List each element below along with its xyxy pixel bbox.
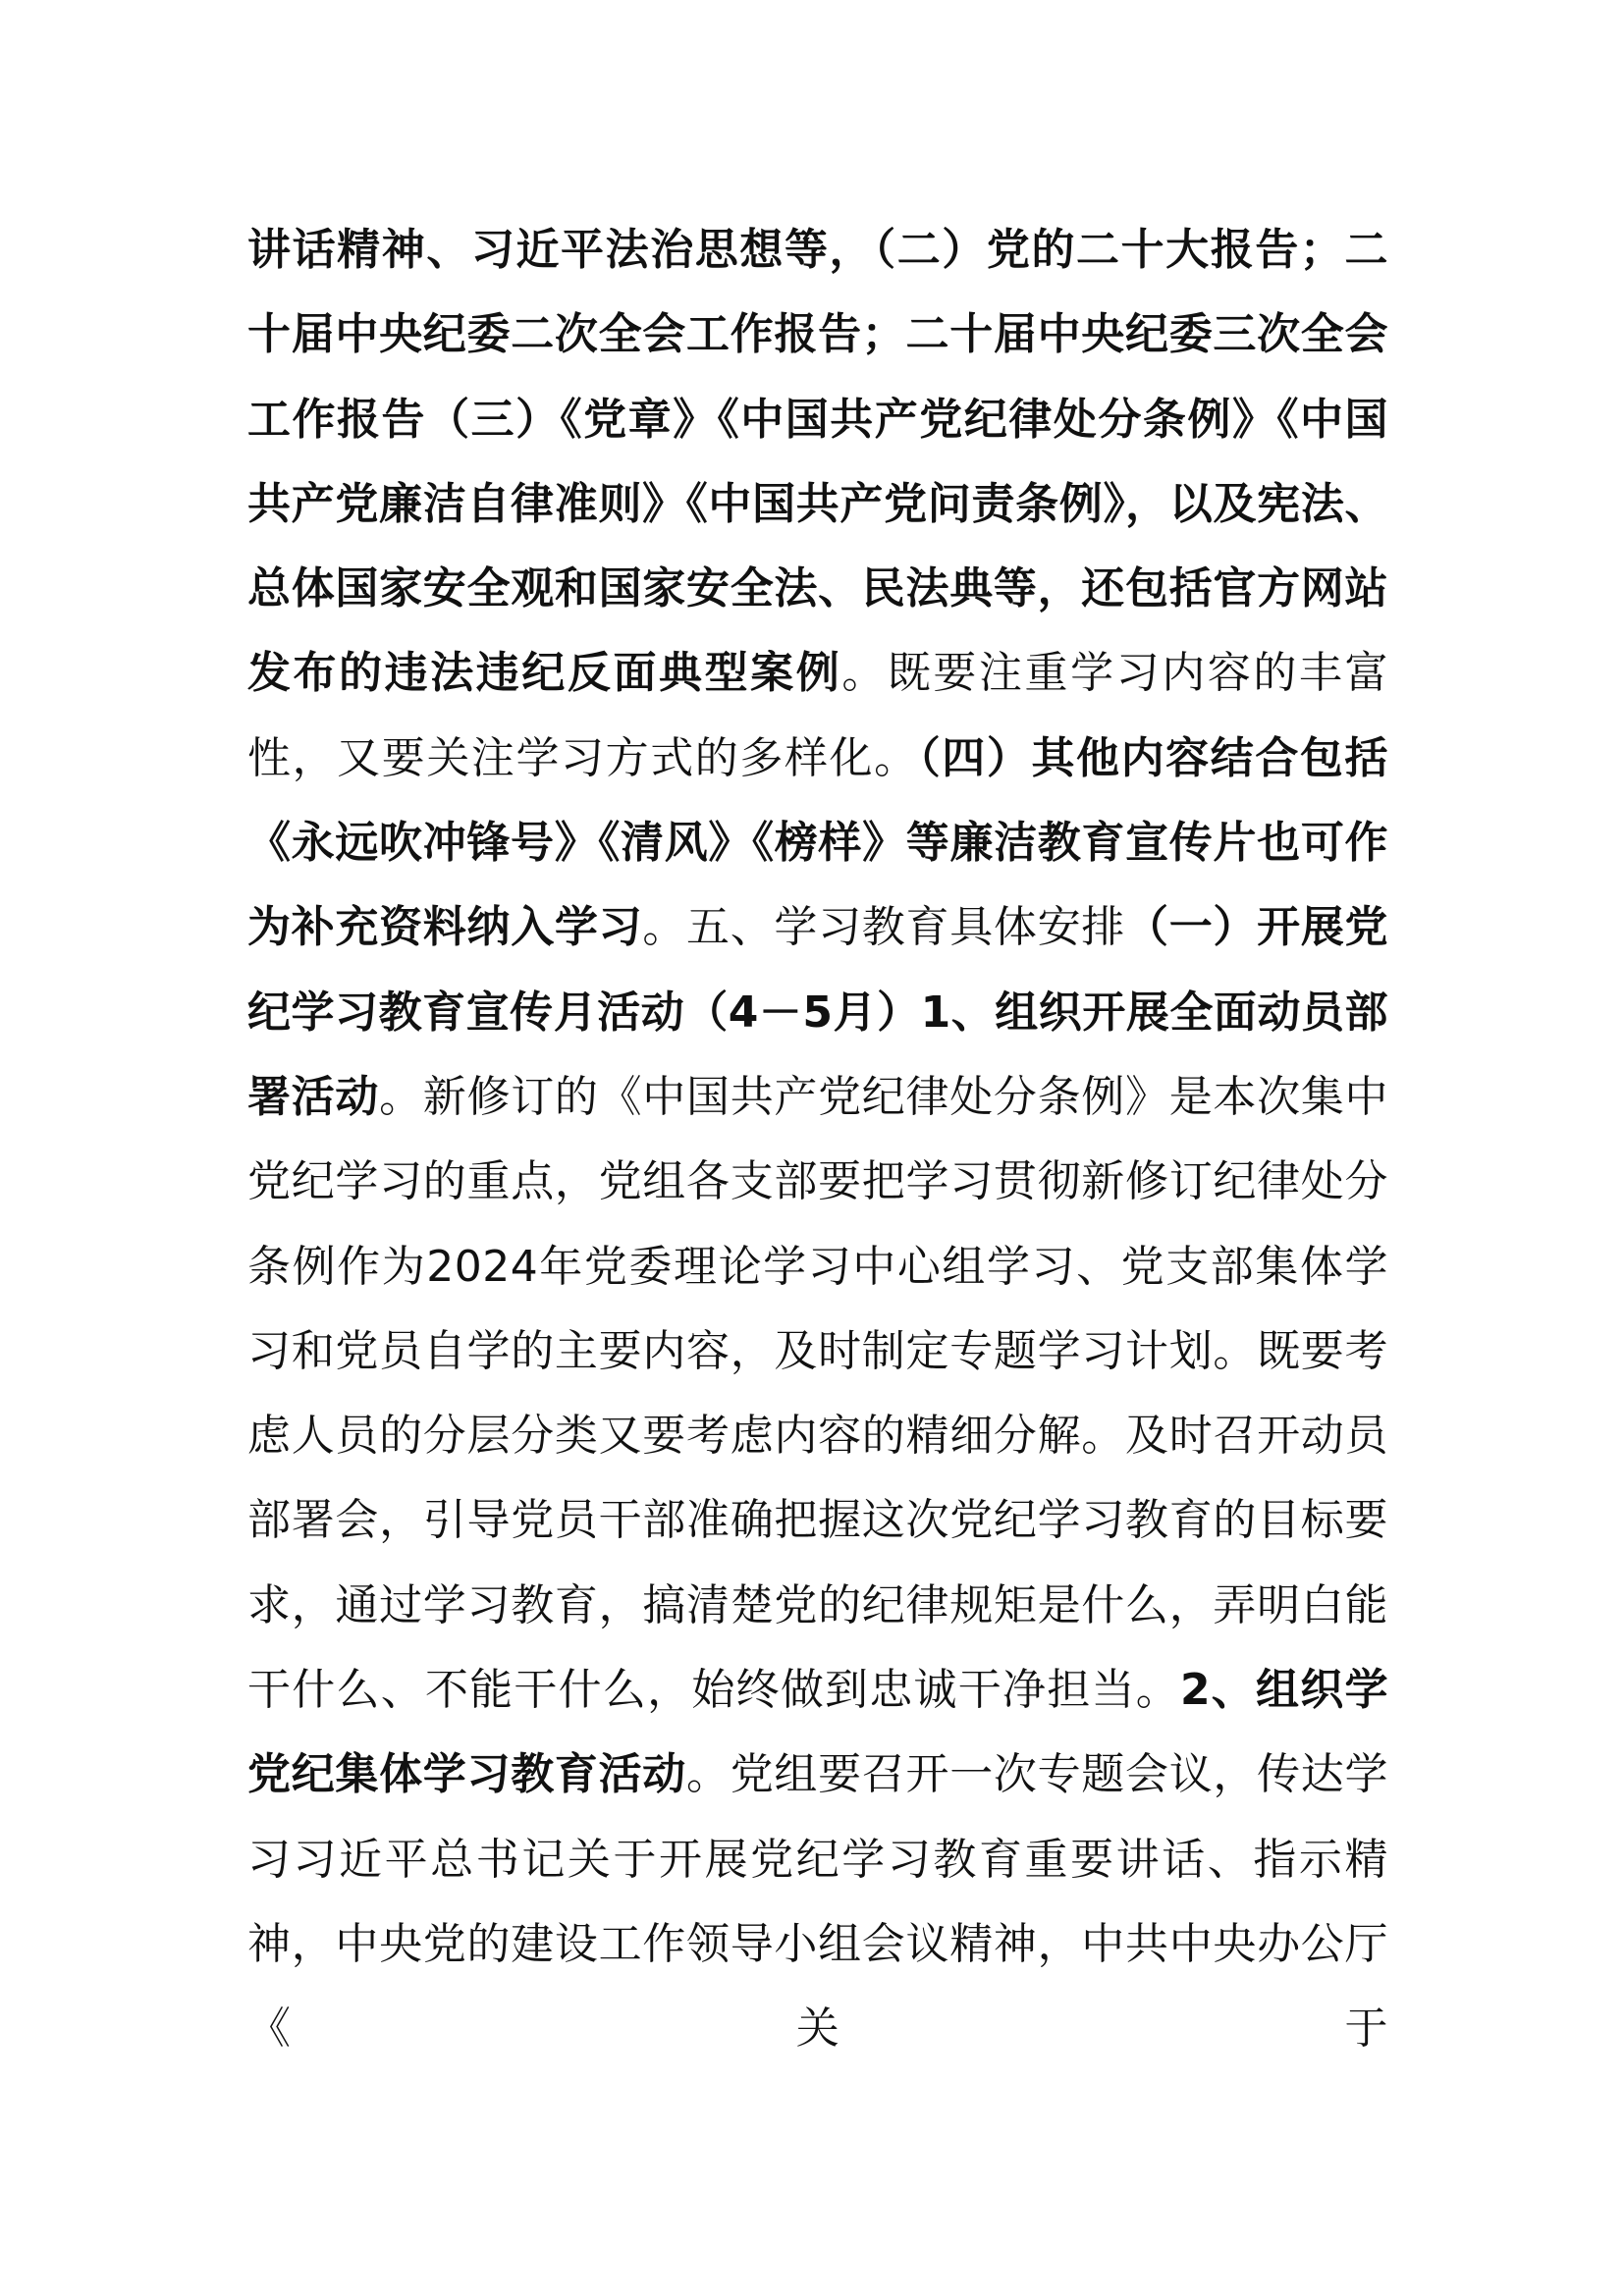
bold-segment: 讲话精神、习近平法治思想等，（二）党的二十大报告；二十届中央纪委二次全会工作报告；二十届中央纪委三次全会工作报告（三）《党章》《中国共产党纪律处分条例》《中国共产党廉洁自律准则》《中国共产党问责条例》，以及宪法、总体国家安全观和国家安全法、民法典等，还包括官方网站发布的违法违纪反面典型案例 [247, 225, 1388, 699]
regular-segment: 。党组要召开一次专题会议，传达学习习近平总书记关于开展党纪学习教育重要讲话、指示精神，中央党的建设工作领导小组会议精神，中共中央办公厅《关于 [247, 1749, 1388, 2055]
regular-segment: 。新修订的《中国共产党纪律处分条例》是本次集中党纪学习的重点，党组各支部要把学习贯彻新修订纪律处分条例作为2024年党委理论学习中心组学习、党支部集体学习和党员自学的主要内容，及时制定专题学习计划。既要考虑人员的分层分类又要考虑内容的精细分解。及时召开动员部署会，引导党员干部准确把握这次党纪学习教育的目标要求，通过学习教育，搞清楚党的纪律规矩是什么，弄明白能干什么、不能干什么，始终做到忠诚干净担当。 [247, 1071, 1389, 1716]
bold-segment: 2、组织学党纪集体学习教育活动 [247, 1665, 1388, 1800]
bold-segment: （一）开展党纪学习教育宣传月活动（4－5月）1、组织开展全面动员部署活动 [247, 902, 1389, 1122]
bold-segment: （四）其他内容结合包括《永远吹冲锋号》《清风》《榜样》等廉洁教育宣传片也可作为补充资料纳入学习 [247, 732, 1389, 953]
regular-segment: 。五、学习教育具体安排 [642, 902, 1126, 953]
regular-segment: 。既要注重学习内容的丰富性，又要关注学习方式的多样化。 [247, 648, 1388, 783]
body-paragraph [247, 208, 1388, 2072]
